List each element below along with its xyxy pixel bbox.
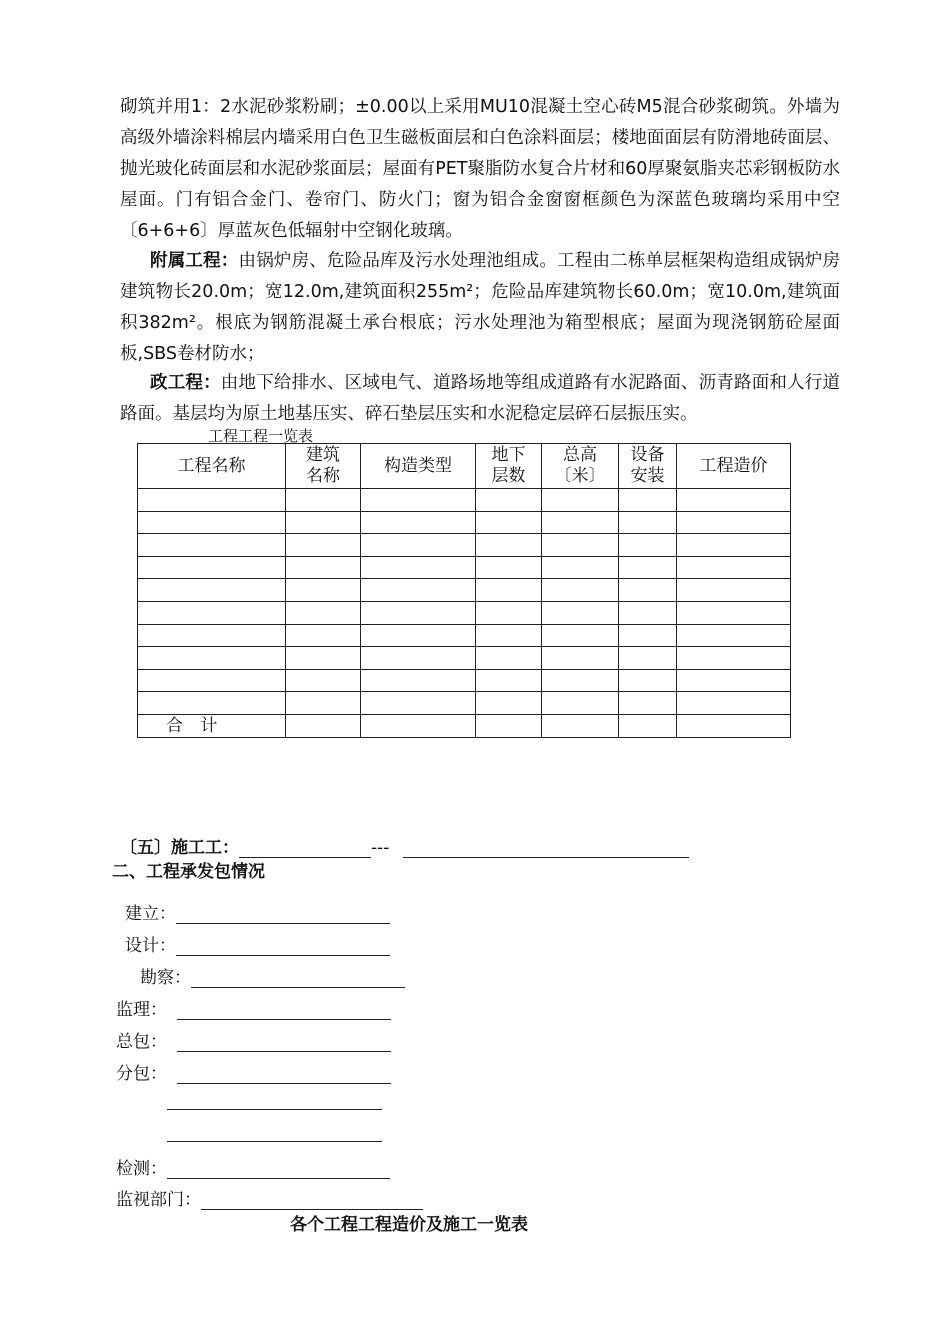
construction-blank-1[interactable]	[239, 839, 371, 858]
field-blank-sheji[interactable]	[176, 937, 390, 956]
field-row-jianli	[125, 899, 390, 924]
construction-dashes: ---	[371, 838, 390, 858]
municipal-label: 政工程：	[150, 373, 221, 393]
field-row-jianshi	[116, 1185, 423, 1210]
municipal-body: 由地下给排水、区域电气、道路场地等组成道路有水泥路面、沥青路面和人行道路面。基层均为原土地基压实、碎石垫层压实和水泥稳定层碎石层振压实。	[120, 373, 841, 424]
table-row	[138, 489, 791, 512]
field-row-sheji	[125, 931, 390, 956]
table-row	[138, 647, 791, 670]
table-header-row	[138, 444, 791, 489]
field-row-fenbao-extra-1	[167, 1090, 382, 1110]
total-label: 合 计	[138, 714, 286, 737]
col-header-cost: 工程造价	[677, 444, 791, 489]
field-row-jianli2	[116, 995, 391, 1020]
field-label-kancha: 勘察：	[140, 968, 191, 988]
field-blank-jiance[interactable]	[167, 1160, 390, 1179]
col-header-structure-type: 构造类型	[361, 444, 476, 489]
field-blank-jianli[interactable]	[176, 905, 390, 924]
table-row	[138, 511, 791, 534]
field-label-sheji: 设计：	[125, 936, 176, 956]
field-row-fenbao	[116, 1059, 391, 1084]
field-label-jiance: 检测：	[116, 1159, 167, 1179]
field-blank-zongbao[interactable]	[177, 1033, 391, 1052]
auxiliary-label: 附属工程：	[150, 251, 239, 271]
field-blank-kancha[interactable]	[191, 969, 405, 988]
construction-label: 〔五〕施工工：	[120, 838, 239, 858]
field-label-jianshi: 监视部门：	[116, 1190, 201, 1210]
table-row	[138, 556, 791, 579]
table-row	[138, 579, 791, 602]
field-blank-jianshi[interactable]	[201, 1191, 423, 1210]
table-total-row	[138, 714, 791, 737]
paragraph-materials: 砌筑并用1：2水泥砂浆粉刷；±0.00以上采用MU10混凝土空心砖M5混合砂浆砌筑。外墙为高级外墙涂料棉层内墙采用白色卫生磁板面层和白色涂料面层；楼地面面层有防滑地砖面层、抛光玻化砖面层和水泥砂浆面层；屋面有PET聚脂防水复合片材和60厚聚氨脂夹芯彩钢板防水屋面。门有铝合金门、卷帘门、防火门；窗为铝合金窗窗框颜色为深蓝色玻璃均采用中空〔6+6+6〕厚蓝灰色低辐射中空钢化玻璃。	[120, 97, 840, 241]
col-header-total-height: 总高〔米〕	[542, 444, 619, 489]
field-blank-jianli2[interactable]	[177, 1001, 391, 1020]
field-row-jiance	[116, 1154, 390, 1179]
construction-blank-2[interactable]	[403, 839, 689, 858]
table-row	[138, 534, 791, 557]
field-label-fenbao: 分包：	[116, 1064, 167, 1084]
table-caption: 工程工程一览表	[208, 427, 314, 445]
field-blank-fenbao-2[interactable]	[167, 1091, 382, 1110]
field-label-jianli2: 监理：	[116, 1000, 167, 1020]
footer-title: 各个工程工程造价及施工一览表	[290, 1215, 528, 1235]
field-row-zongbao	[116, 1027, 391, 1052]
field-label-jianli: 建立：	[125, 904, 176, 924]
table-row	[138, 624, 791, 647]
section-heading: 二、工程承发包情况	[112, 862, 265, 882]
auxiliary-body: 由锅炉房、危险品库及污水处理池组成。工程由二栋单层框架构造组成锅炉房建筑物长20.0m；宽12.0m,建筑面积255m²；危险品库建筑物长60.0m；宽10.0m,建筑面积382m²。根底为钢筋混凝土承台根底；污水处理池为箱型根底；屋面为现浇钢筋砼屋面板,SBS卷材防水；	[120, 251, 841, 364]
field-label-zongbao: 总包：	[116, 1032, 167, 1052]
col-header-building-name: 建筑名称	[286, 444, 361, 489]
construction-row	[120, 833, 689, 858]
table-row	[138, 601, 791, 624]
table-row	[138, 692, 791, 715]
table-row	[138, 669, 791, 692]
field-row-fenbao-extra-2	[167, 1122, 382, 1142]
field-row-kancha	[140, 963, 405, 988]
paragraph-municipal	[120, 368, 840, 430]
col-header-project-name: 工程名称	[138, 444, 286, 489]
project-table	[137, 443, 791, 738]
field-blank-fenbao-3[interactable]	[167, 1123, 382, 1142]
col-header-equipment: 设备安装	[619, 444, 677, 489]
col-header-basement-floors: 地下层数	[476, 444, 542, 489]
paragraph-auxiliary	[120, 246, 840, 370]
field-blank-fenbao[interactable]	[177, 1065, 391, 1084]
